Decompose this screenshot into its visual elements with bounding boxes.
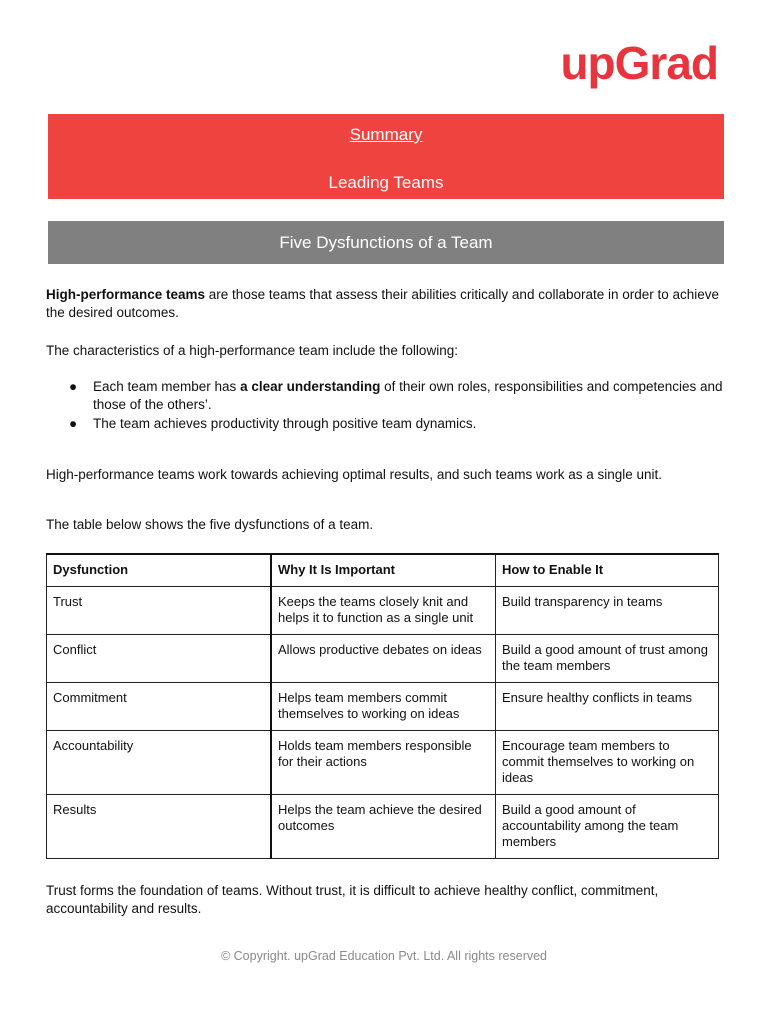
table-row bbox=[47, 635, 719, 683]
list-item: ● The team achieves productivity through positive team dynamics. bbox=[69, 416, 477, 431]
cell: Build a good amount of trust among the team members bbox=[496, 635, 719, 683]
cell: Build a good amount of accountability among the team members bbox=[496, 795, 719, 859]
cell: Build transparency in teams bbox=[496, 587, 719, 635]
conclusion-paragraph: Trust forms the foundation of teams. Without trust, it is difficult to achieve healthy conflict, commitment, accountability and results. bbox=[46, 883, 659, 916]
table-lead: The table below shows the five dysfunctions of a team. bbox=[46, 517, 374, 532]
characteristics-lead: The characteristics of a high-performance team include the following: bbox=[46, 343, 458, 358]
dysfunctions-table bbox=[46, 553, 719, 859]
header-how-to-enable: How to Enable It bbox=[496, 554, 719, 587]
cell: Trust bbox=[47, 587, 272, 635]
cell: Conflict bbox=[47, 635, 272, 683]
cell: Keeps the teams closely knit and helps it to function as a single unit bbox=[271, 587, 496, 635]
characteristics-list bbox=[46, 378, 726, 434]
cell: Encourage team members to commit themselves to working on ideas bbox=[496, 731, 719, 795]
header-dysfunction: Dysfunction bbox=[47, 554, 272, 587]
list-item: ● Each team member has a clear understanding of their own roles, responsibilities and competencies and those of the others’. bbox=[69, 379, 723, 412]
banner-subtitle: Leading Teams bbox=[328, 173, 444, 192]
section-title: Five Dysfunctions of a Team bbox=[48, 221, 724, 264]
cell: Results bbox=[47, 795, 272, 859]
bullet-icon: ● bbox=[69, 379, 78, 394]
upgrad-logo: upGrad bbox=[560, 37, 718, 89]
cell: Helps the team achieve the desired outcomes bbox=[271, 795, 496, 859]
cell: Helps team members commit themselves to working on ideas bbox=[271, 683, 496, 731]
cell: Holds team members responsible for their actions bbox=[271, 731, 496, 795]
intro-paragraph bbox=[46, 286, 726, 322]
table-row bbox=[47, 683, 719, 731]
header-why-important: Why It Is Important bbox=[271, 554, 496, 587]
optimal-results-paragraph: High-performance teams work towards achieving optimal results, and such teams work as a single unit. bbox=[46, 467, 663, 482]
intro-text: are those teams that assess their abilities critically and collaborate in order to achieve the desired outcomes. bbox=[46, 287, 720, 320]
summary-banner bbox=[48, 114, 724, 199]
table-row bbox=[47, 795, 719, 859]
cell: Accountability bbox=[47, 731, 272, 795]
table-row bbox=[47, 731, 719, 795]
copyright-footer: © Copyright. upGrad Education Pvt. Ltd. All rights reserved bbox=[220, 949, 548, 963]
bullet-icon: ● bbox=[69, 416, 78, 431]
table-header-row bbox=[47, 554, 719, 587]
cell: Commitment bbox=[47, 683, 272, 731]
banner-title: Summary bbox=[349, 125, 423, 144]
cell: Allows productive debates on ideas bbox=[271, 635, 496, 683]
table-row bbox=[47, 587, 719, 635]
intro-bold: High-performance teams bbox=[46, 287, 206, 302]
cell: Ensure healthy conflicts in teams bbox=[496, 683, 719, 731]
